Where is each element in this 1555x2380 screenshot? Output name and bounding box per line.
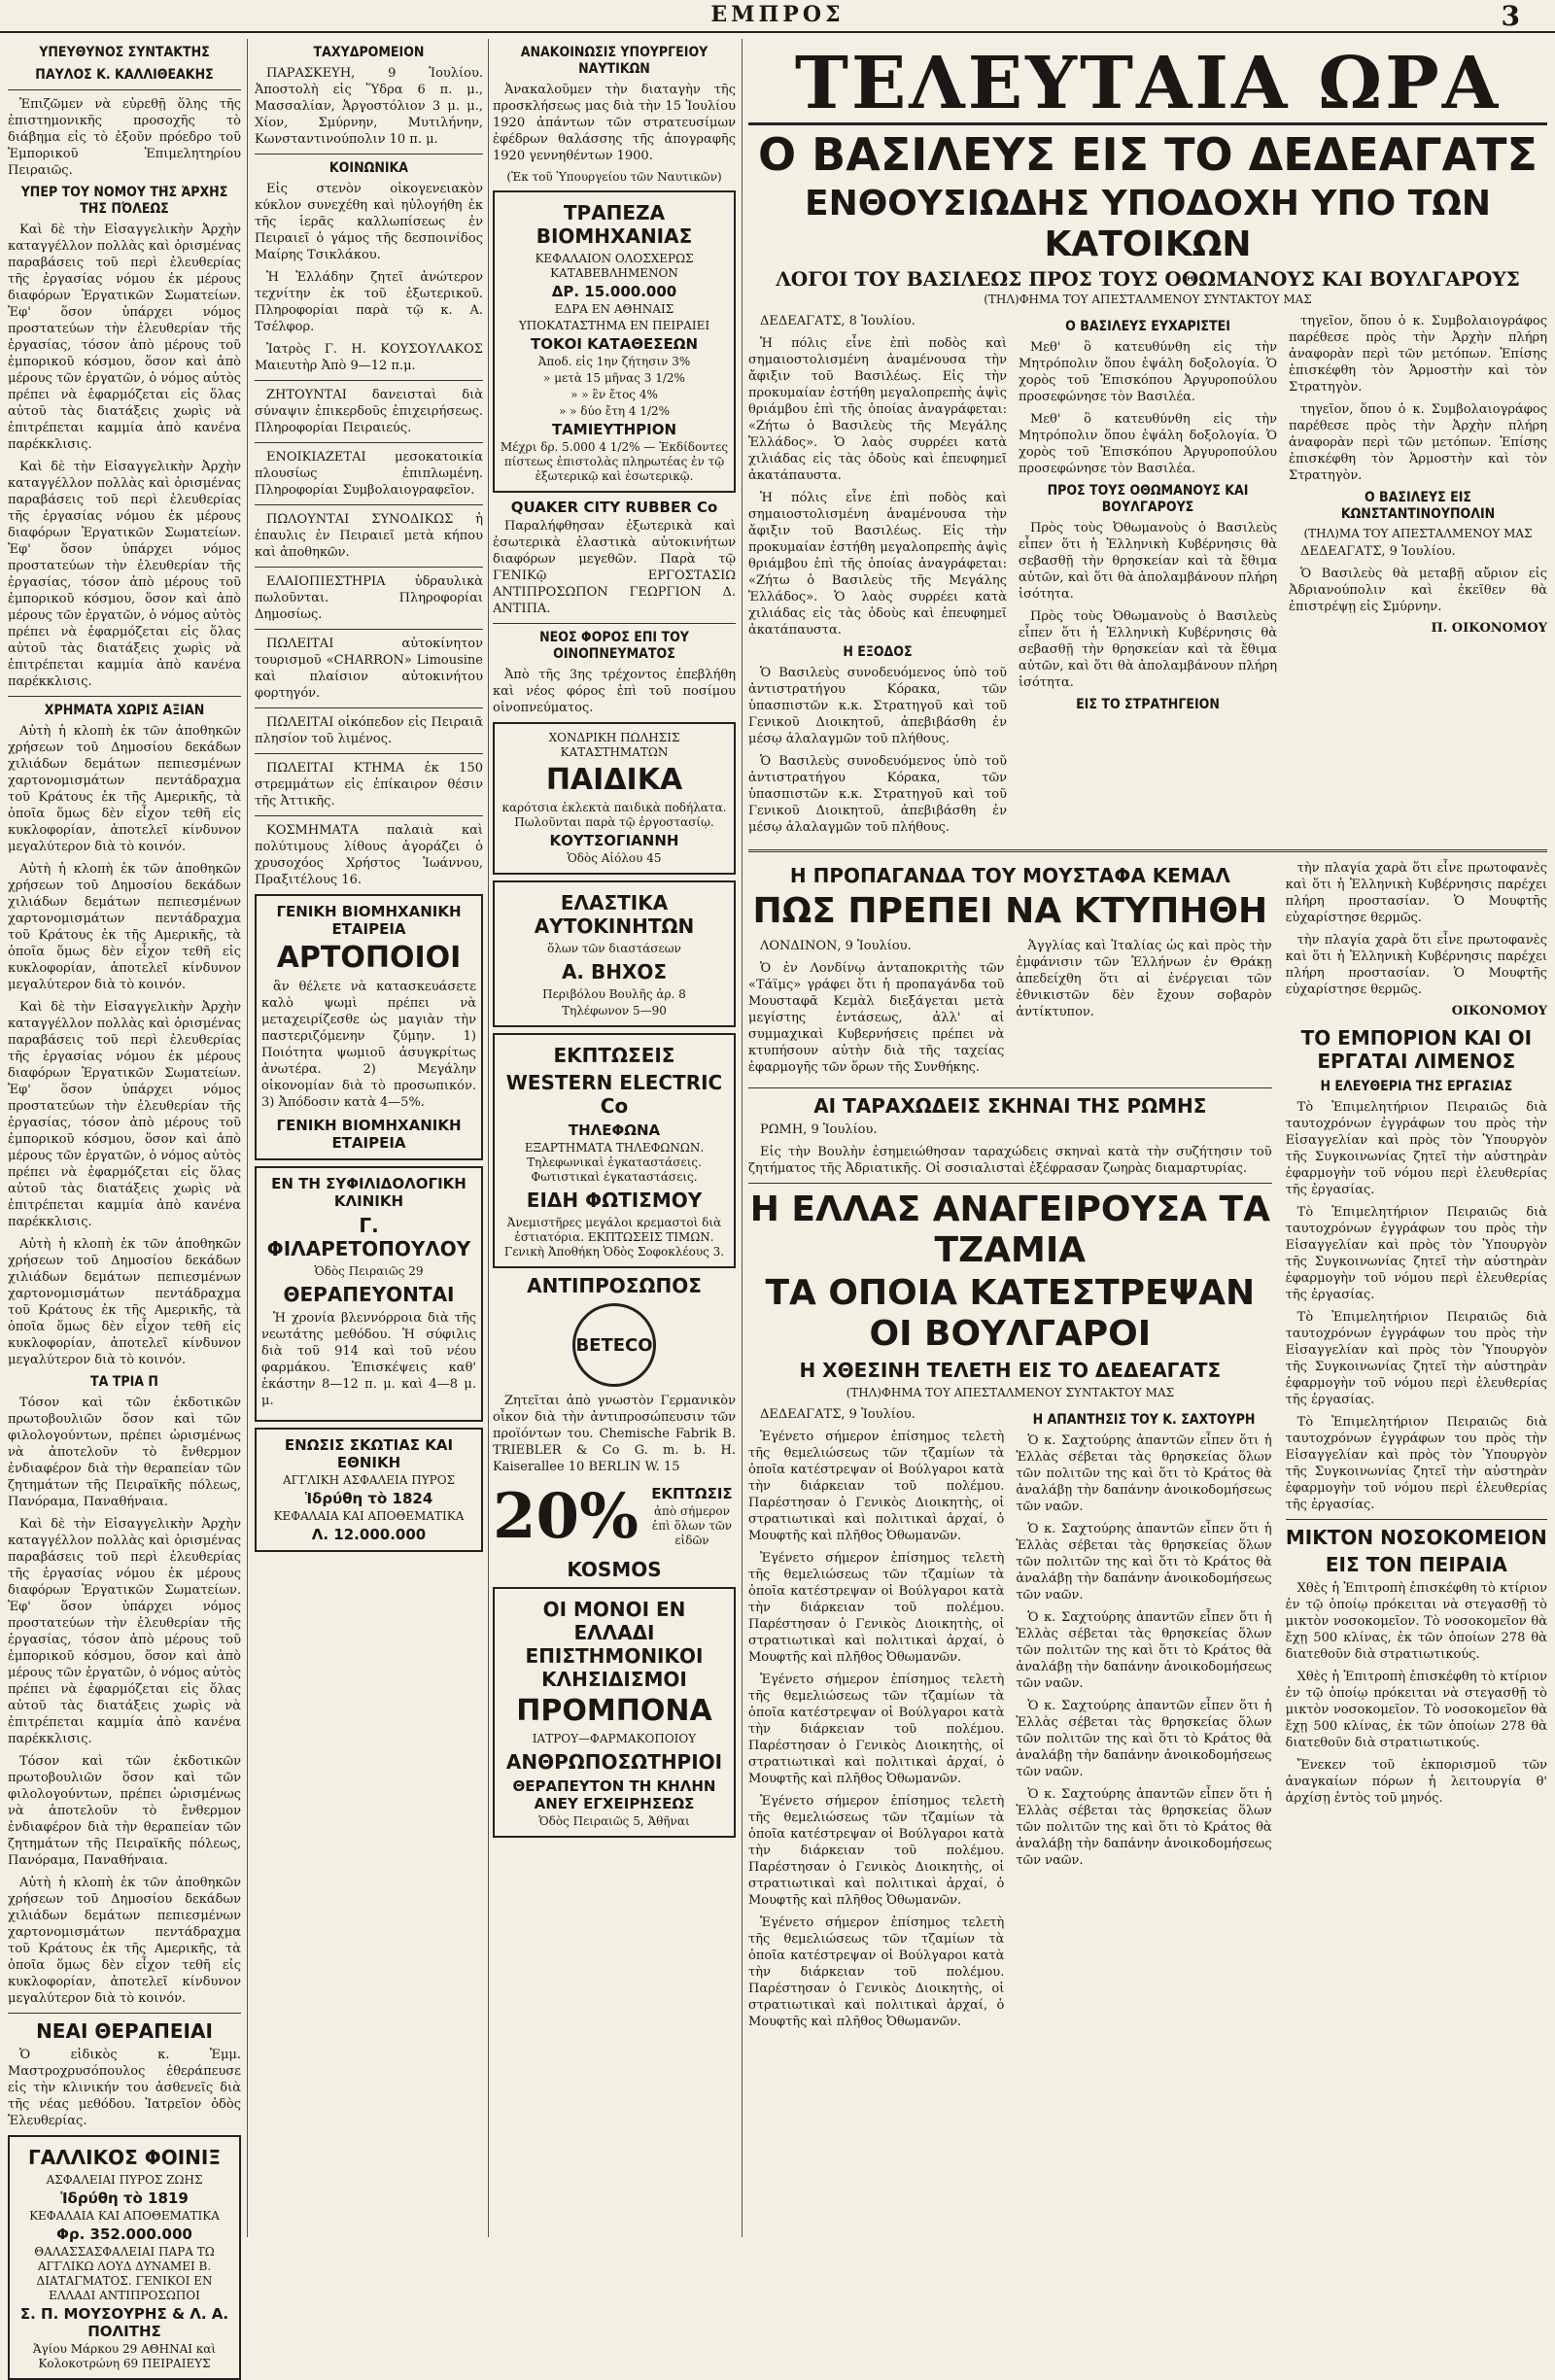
section-body: Εἰς στενὸν οἰκογενειακὸν κύκλον συνεχέθη καὶ ηὐλογήθη ἐκ τῆς ἱερᾶς καλλωπίσεως ἐν Πειραιεῖ ὁ γάμος τῆς δεσποινίδος Μαίρης Τσικλάκου. [255, 182, 483, 262]
section-title: ΤΑΧΥΔΡΟΜΕΙΟΝ [313, 45, 425, 60]
divider [255, 504, 483, 505]
ad-address: Ὁδὸς Πειραιῶς 29 [314, 1264, 424, 1278]
notice: ΚΟΣΜΗΜΑΤΑ παλαιὰ καὶ πολύτιμους λίθους ἀγοράζει ὁ χρυσοχόος Χρήστος Ἰωάννου, Πραξιτέλους 16. [255, 823, 483, 887]
divider [255, 629, 483, 630]
page-number: 3 [1501, 0, 1520, 32]
ad-discount: ΕΚΠΤΩΣΕΙΣ [553, 1044, 675, 1067]
article-title: ΠΩΣ ΠΡΕΠΕΙ ΝΑ ΚΤΥΠΗΘΗ [752, 891, 1268, 931]
article-body: Ὁ κ. Σαχτούρης ἀπαντῶν εἶπεν ὅτι ἡ Ἑλλὰς σέβεται τὰς θρησκείας ὅλων τῶν πολιτῶν της καὶ ὅτι τὸ Κράτος θὰ ἀναλάβῃ τὴν δαπάνην ἀνοικοδομήσεως τῶν ναῶν. [1016, 1699, 1272, 1779]
divider [748, 1183, 1272, 1184]
ad-name: ΑΝΘΡΩΠΟΣΩΤΗΡΙΟΙ [505, 1750, 723, 1774]
ad-promona [493, 1587, 736, 1838]
ad-capital-label: ΚΕΦΑΛΑΙΑ ΚΑΙ ΑΠΟΘΕΜΑΤΙΚΑ [29, 2209, 220, 2223]
article-title: ΤΑ ΟΠΟΙΑ ΚΑΤΕΣΤΡΕΨΑΝ ΟΙ ΒΟΥΛΓΑΡΟΙ [765, 1273, 1256, 1354]
masthead [0, 0, 1555, 33]
ad-address: Ἁγίου Μάρκου 29 ΑΘΗΝΑΙ καὶ Κολοκοτρώνη 69 ΠΕΙΡΑΙΕΥΣ [32, 2342, 217, 2370]
ad-title: ΟΙ ΜΟΝΟΙ ΕΝ ΕΛΛΑΔΙ ΕΠΙΣΤΗΜΟΝΙΚΟΙ ΚΛΗΣΙΔΙΣΜΟΙ [525, 1598, 704, 1691]
ad-title: ΑΡΤΟΠΟΙΟΙ [276, 941, 462, 975]
ad-capital: Λ. 12.000.000 [311, 1526, 427, 1543]
ad-brand: Α. ΒΗΧΟΣ [561, 960, 668, 983]
notice: ΠΩΛΕΙΤΑΙ ΚΤΗΜΑ ἐκ 150 στρεμμάτων εἰς ἐπίκαιρον θέσιν τῆς Ἀττικῆς. [255, 761, 483, 809]
ad-address: Περιβόλου Βουλῆς ἀρ. 8 [542, 987, 686, 1001]
ad-interest-row: » μετὰ 15 μῆνας 3 1/2% [543, 371, 685, 385]
divider [255, 753, 483, 754]
ad-title: ΠΑΙΔΙΚΑ [545, 763, 683, 797]
article-subtitle: Ο ΒΑΣΙΛΕΥΣ ΕΥΧΑΡΙΣΤΕΙ [1065, 319, 1230, 334]
article-title: ΝΕΑΙ ΘΕΡΑΠΕΙΑΙ [36, 2019, 213, 2043]
divider [1286, 1519, 1547, 1520]
divider [748, 849, 1547, 852]
lower-section [748, 860, 1547, 2036]
ad-address: Ὁδὸς Αἰόλου 45 [567, 851, 662, 865]
article-body: Ἔνεκεν τοῦ ἐκπορισμοῦ τῶν ἀναγκαίων πόρων ἡ λειτουργία θ' ἀρχίσῃ ἐντὸς τοῦ μηνός. [1285, 1758, 1547, 1806]
column-3 [493, 39, 736, 2237]
wire-credit: (ΤΗΛ)ΦΗΜΑ ΤΟΥ ΑΠΕΣΤΑΛΜΕΝΟΥ ΣΥΝΤΑΚΤΟΥ ΜΑΣ [846, 1386, 1175, 1399]
column-1 [8, 39, 241, 2370]
article-dateline: ΔΕΔΕΑΓΑΤΣ, 9 Ἰουλίου. [760, 1407, 916, 1422]
ad-capital-label: ΚΕΦΑΛΑΙΑ ΚΑΙ ΑΠΟΘΕΜΑΤΙΚΑ [273, 1509, 465, 1523]
ad-address: ΕΔΡΑ ΕΝ ΑΘΗΝΑΙΣ [554, 302, 674, 316]
article-subtitle: Ο ΒΑΣΙΛΕΥΣ ΕΙΣ ΚΩΝΣΤΑΝΤΙΝΟΥΠΟΛΙΝ [1340, 490, 1496, 522]
article-body: Αὐτὴ ἡ κλοπὴ ἐκ τῶν ἀποθηκῶν χρήσεων τοῦ Δημοσίου δεκάδων χιλιάδων δεμάτων πεπιεσμένων χαρτονομισμάτων πεντάδραχμα τοῦ Κράτους ἐκ τῆς Αμερικῆς, τὰ ὁποῖα ὅμως δὲν εἶχον τεθῆ εἰς κυκλοφορίαν, ἀποτελεῖ κίνδυνον μεγαλύτερον διὰ τὸ κοινόν. [8, 1237, 241, 1367]
article-title: Η ΧΘΕΣΙΝΗ ΤΕΛΕΤΗ ΕΙΣ ΤΟ ΔΕΔΕΑΓΑΤΣ [799, 1359, 1222, 1382]
ad-clinic [255, 1166, 483, 1422]
article-body: Χθὲς ἡ Ἐπιτροπὴ ἐπισκέφθη τὸ κτίριον ἐν τῷ ὁποίῳ πρόκειται νὰ στεγασθῇ τὸ μικτὸν νοσοκομεῖον. Τὸ νοσοκομεῖον θὰ ἔχῃ 500 κλίνας, ἐκ τῶν ὁποίων 278 θὰ διατεθοῦν διὰ στρατιωτικούς. [1285, 1670, 1547, 1750]
editor-name: ΠΑΥΛΟΣ Κ. ΚΑΛΛΙΘΕΑΚΗΣ [35, 67, 214, 83]
article-body: Καὶ δὲ τὴν Εἰσαγγελικὴν Ἀρχὴν καταγγέλλον πολλὰς καὶ ὁρισμένας παραβάσεις τοῦ περὶ ἐλευθερίας τῆς ἐργασίας νόμου ἐκ μέρους διαφόρων Ἐργατικῶν Σωματείων. Ἐφ' ὅσον ὑπάρχει νόμος προστατεύων τὴν ἐλευθερίαν τῆς ἐργασίας, τόσον ἀπὸ μέρους τοῦ ἐμπορικοῦ κόσμου, ὅσον καὶ ἀπὸ μέρους τῶν ἐργατῶν, ὁ νόμος αὐτὸς πρέπει νὰ ἐφαρμόζεται εἰς ὅλας αὐτοῦ τὰς διατάξεις χωρὶς νὰ ἐπιτρέπεται καμμία ἀπὸ κανένα παρέκκλισις. [8, 1517, 241, 1746]
headline-welcome: ΕΝΘΟΥΣΙΩΔΗΣ ΥΠΟΔΟΧΗ ΥΠΟ ΤΩΝ ΚΑΤΟΙΚΩΝ [804, 184, 1491, 264]
ad-subtitle: ΤΗΛΕΦΩΝΑ [568, 1121, 661, 1139]
ad-title: ΕΝΩΣΙΣ ΣΚΩΤΙΑΣ ΚΑΙ ΕΘΝΙΚΗ [284, 1436, 454, 1471]
ad-title: ΓΑΛΛΙΚΟΣ ΦΟΙΝΙΞ [27, 2146, 221, 2169]
section-title: ΝΕΟΣ ΦΟΡΟΣ ΕΠΙ ΤΟΥ ΟΙΝΟΠΝΕΥΜΑΤΟΣ [539, 630, 689, 662]
ad-capital: Φρ. 352.000.000 [56, 2225, 192, 2243]
lower-main [748, 860, 1272, 2036]
divider [255, 815, 483, 816]
column-divider [488, 39, 489, 2237]
ad-founded: Ἱδρύθη τὸ 1819 [60, 2190, 189, 2207]
article-title: ΑΙ ΤΑΡΑΧΩΔΕΙΣ ΣΚΗΝΑΙ ΤΗΣ ΡΩΜΗΣ [813, 1094, 1207, 1118]
ad-brand: ΚΟΥΤΣΟΓΙΑΝΝΗ [549, 832, 679, 849]
article-body: Αὐτὴ ἡ κλοπὴ ἐκ τῶν ἀποθηκῶν χρήσεων τοῦ Δημοσίου δεκάδων χιλιάδων δεμάτων πεπιεσμένων χαρτονομισμάτων πεντάδραχμα τοῦ Κράτους ἐκ τῆς Αμερικῆς, τὰ ὁποῖα ὅμως δὲν εἶχον τεθῆ εἰς κυκλοφορίαν, ἀποτελεῖ κίνδυνον μεγαλύτερον διὰ τὸ κοινόν. [8, 1876, 241, 2006]
notice: Ἰατρὸς Γ. Η. ΚΟΥΣΟΥΛΑΚΟΣ Μαιευτὴρ Ἀπὸ 9—12 π.μ. [255, 342, 483, 373]
article-body: Ἡ πόλις εἶνε ἐπὶ ποδὸς καὶ σημαιοστολισμένη ἀναμένουσα τὴν ἄφιξιν τοῦ Βασιλέως. Εἰς τὴν προκυμαίαν ἐστήθη μεγαλοπρεπὴς ἁψὶς θριάμβου ἐπὶ τῆς ὁποίας ἀναγράφεται: «Ζήτω ὁ Βασιλεὺς τῆς Μεγάλης Ἑλλάδος». Ὁ λαὸς συρρέει κατὰ χιλιάδας εἰς τὰς ὁδοὺς καὶ ἐπευφημεῖ ἀκατάπαυστα. [748, 336, 1007, 483]
article-column [1016, 938, 1271, 1082]
article-body: τηγεῖον, ὅπου ὁ κ. Συμβολαιογράφος παρέθεσε πρὸς τὴν Ἀρχὴν πλήρη ἀναφορὰν περὶ τῶν μετόπων. Ἐπίσης ἐπισκέφθη τὸν Ἁρμοστὴν καὶ τὸν Στρατηγὸν. [1289, 314, 1547, 395]
article-body: Ὁ ἐν Λονδίνῳ ἀνταποκριτὴς τῶν «Τάϊμς» γράφει ὅτι ἡ προπαγάνδα τοῦ Μουσταφᾶ Κεμὰλ διεξάγεται μετὰ μεγίστης ἐντάσεως, ἀλλ' αἱ συμμαχικαὶ Κυβερνήσεις πρέπει νὰ κτυπήσουν αὐτὴν διὰ τῆς ταχείας ἐφαρμογῆς τῶν ὅρων τῆς Συνθήκης. [748, 961, 1005, 1075]
ad-body: καρότσια ἐκλεκτὰ παιδικὰ ποδήλατα. Πωλοῦνται παρὰ τῷ ἐργοστασίῳ. [501, 801, 727, 829]
article-body: Ὁ κ. Σαχτούρης ἀπαντῶν εἶπεν ὅτι ἡ Ἑλλὰς σέβεται τὰς θρησκείας ὅλων τῶν πολιτῶν της καὶ ὅτι τὸ Κράτος θὰ ἀναλάβῃ τὴν δαπάνην ἀνοικοδομήσεως τῶν ναῶν. [1016, 1433, 1272, 1514]
ad-title: QUAKER CITY RUBBER Co [510, 499, 718, 516]
article-body: Πρὸς τοὺς Ὀθωμανοὺς ὁ Βασιλεὺς εἶπεν ὅτι ἡ Ἑλληνικὴ Κυβέρνησις θὰ σεβασθῇ τὴν θρησκείαν καὶ τὰ ἔθιμα αὐτῶν, καὶ ὅτι θὰ ἀπολαμβάνουν πλήρη ἰσότητα. [1019, 609, 1277, 690]
ad-bank [493, 190, 736, 493]
article-dateline: ΔΕΔΕΑΓΑΤΣ, 8 Ἰουλίου. [760, 314, 916, 328]
ad-address: Ὁδὸς Πειραιῶς 5, Ἀθῆναι [538, 1814, 690, 1828]
ad-scottish [255, 1428, 483, 1552]
ad-kosmos [493, 1479, 736, 1553]
ad-title: ΕΛΑΣΤΙΚΑ ΑΥΤΟΚΙΝΗΤΩΝ [534, 891, 695, 938]
column-4 [748, 39, 1547, 2237]
ad-phone: Τηλέφωνον 5—90 [562, 1004, 667, 1018]
ad-doctor: Γ. ΦΙΛΑΡΕΤΟΠΟΥΛΟΥ [266, 1214, 471, 1260]
wire-credit: (ΤΗΛ)ΦΗΜΑ ΤΟΥ ΑΠΕΣΤΑΛΜΕΝΟΥ ΣΥΝΤΑΚΤΟΥ ΜΑΣ [984, 293, 1312, 306]
ad-title: ΤΡΑΠΕΖΑ ΒΙΟΜΗΧΑΝΙΑΣ [536, 201, 693, 248]
column-divider [247, 39, 248, 2237]
ad-note: ΘΑΛΑΣΣΑΣΦΑΛΕΙΑΙ ΠΑΡΑ ΤΩ ΑΓΓΛΙΚΩ ΛΟΥΔ ΔΥΝΑΜΕΙ Β. ΔΙΑΤΑΓΜΑΤΟΣ. ΓΕΝΙΚΟΙ ΕΝ ΕΛΛΑΔΙ ΑΝΤΙΠΡΟΣΩΠΟΙ [34, 2245, 215, 2302]
article-body: Ὁ κ. Σαχτούρης ἀπαντῶν εἶπεν ὅτι ἡ Ἑλλὰς σέβεται τὰς θρησκείας ὅλων τῶν πολιτῶν της καὶ ὅτι τὸ Κράτος θὰ ἀναλάβῃ τὴν δαπάνην ἀνοικοδομήσεως τῶν ναῶν. [1016, 1610, 1272, 1691]
ad-body: Παραλήφθησαν ἐξωτερικὰ καὶ ἐσωτερικὰ ἐλαστικὰ αὐτοκινήτων διαφόρων μεγεθῶν. Παρὰ τῷ ΓΕΝΙΚῷ ΕΡΓΟΣΤΑΣΙΩ ΑΝΤΙΠΡΟΣΩΠΟΝ ΓΕΩΡΓΙΟΝ Δ. ΑΝΤΙΠΑ. [493, 519, 736, 616]
ad-subtitle: ΑΣΦΑΛΕΙΑΙ ΠΥΡΟΣ ΖΩΗΣ [46, 2173, 203, 2187]
article-body: Μεθ' ὃ κατευθύνθη εἰς τὴν Μητρόπολιν ὅπου ἐψάλη δοξολογία. Ὁ χορὸς τοῦ Ἐπισκόπου Ἀργυροπούλου προσεφώνησε τὸν Βασιλέα. [1019, 412, 1277, 476]
wire-credit: (ΤΗΛ)ΜΑ ΤΟΥ ΑΠΕΣΤΑΛΜΕΝΟΥ ΜΑΣ [1303, 527, 1533, 540]
article-body: τὴν πλαγία χαρὰ ὅτι εἶνε πρωτοφανὲς καὶ ὅτι ἡ Ἑλληνικὴ Κυβέρνησις παρέχει πλήρη προστασίαν. Ὁ Μουφτῆς εὐχαρίστησε θερμῶς. [1285, 861, 1547, 925]
ad-interest-row: Ἀποδ. εἰς 1ην ζήτησιν 3% [537, 355, 691, 368]
ad-brand: KOSMOS [567, 1558, 662, 1581]
ad-tires [493, 880, 736, 1027]
article-subtitle: ΕΙΣ ΤΟ ΣΤΡΑΤΗΓΕΙΟΝ [1076, 697, 1220, 712]
ad-body: ΕΞΑΡΤΗΜΑΤΑ ΤΗΛΕΦΩΝΩΝ. Τηλεφωνικαὶ ἐγκαταστάσεις. Φωτιστικαὶ ἐγκαταστάσεις. [524, 1141, 705, 1184]
discount-label: ΕΚΠΤΩΣΙΣ [651, 1485, 733, 1502]
article-body: Πρὸς τοὺς Ὀθωμανοὺς ὁ Βασιλεὺς εἶπεν ὅτι ἡ Ἑλληνικὴ Κυβέρνησις θὰ σεβασθῇ τὴν θρησκείαν καὶ τὰ ἔθιμα αὐτῶν, καὶ ὅτι θὰ ἀπολαμβάνουν πλήρη ἰσότητα. [1019, 521, 1277, 602]
ad-founded: Ἱδρύθη τὸ 1824 [304, 1490, 433, 1507]
section-signature: (Ἐκ τοῦ Ὑπουργείου τῶν Ναυτικῶν) [506, 170, 722, 184]
ad-agents: Σ. Π. ΜΟΥΣΟΥΡΗΣ & Λ. Α. ΠΟΛΙΤΗΣ [19, 2305, 229, 2340]
section-title: ΚΟΙΝΩΝΙΚΑ [328, 160, 409, 176]
article-body: Καὶ δὲ τὴν Εἰσαγγελικὴν Ἀρχὴν καταγγέλλον πολλὰς καὶ ὁρισμένας παραβάσεις τοῦ περὶ ἐλευθερίας τῆς ἐργασίας νόμου ἐκ μέρους διαφόρων Ἐργατικῶν Σωματείων. Ἐφ' ὅσον ὑπάρχει νόμος προστατεύων τὴν ἐλευθερίαν τῆς ἐργασίας, τόσον ἀπὸ μέρους τοῦ ἐμπορικοῦ κόσμου, ὅσον καὶ ἀπὸ μέρους τῶν ἐργατῶν, ὁ νόμος αὐτὸς πρέπει νὰ ἐφαρμόζεται εἰς ὅλας αὐτοῦ τὰς διατάξεις χωρὶς νὰ ἐπιτρέπεται καμμία ἀπὸ κανένα παρέκκλισις. [8, 223, 241, 452]
section-body: Ἀπὸ τῆς 3ης τρέχοντος ἐπεβλήθη καὶ νέος φόρος ἐπὶ τοῦ ποσίμου οἰνοπνεύματος. [493, 668, 736, 715]
article-title: ΧΡΗΜΑΤΑ ΧΩΡΙΣ ΑΞΙΑΝ [44, 703, 205, 718]
ad-light: ΕΙΔΗ ΦΩΤΙΣΜΟΥ [526, 1189, 703, 1212]
article-columns [748, 938, 1272, 1082]
article-column [1019, 313, 1277, 842]
article-body: Ὁ κ. Σαχτούρης ἀπαντῶν εἶπεν ὅτι ἡ Ἑλλὰς σέβεται τὰς θρησκείας ὅλων τῶν πολιτῶν της καὶ ὅτι τὸ Κράτος θὰ ἀναλάβῃ τὴν δαπάνην ἀνοικοδομήσεως τῶν ναῶν. [1016, 1787, 1272, 1868]
article-body: Εἰς τὴν Βουλὴν ἐσημειώθησαν ταραχώδεις σκηναὶ κατὰ τὴν συζήτησιν τοῦ ζητήματος τῆς Ἀδριατικῆς. Οἱ σοσιαλισταὶ ἐξέφρασαν ζωηρὰς διαμαρτυρίας. [748, 1145, 1272, 1176]
ad-note: ΘΕΡΑΠΕΥΤΟΝ ΤΗ ΚΗΛΗΝ ΑΝΕΥ ΕΓΧΕΙΡΗΣΕΩΣ [512, 1777, 716, 1812]
article-body: Αὐτὴ ἡ κλοπὴ ἐκ τῶν ἀποθηκῶν χρήσεων τοῦ Δημοσίου δεκάδων χιλιάδων δεμάτων πεπιεσμένων χαρτονομισμάτων πεντάδραχμα τοῦ Κράτους ἐκ τῆς Αμερικῆς, τὰ ὁποῖα ὅμως δὲν εἶχον τεθῆ εἰς κυκλοφορίαν, ἀποτελεῖ κίνδυνον μεγαλύτερον διὰ τὸ κοινόν. [8, 724, 241, 854]
divider [255, 567, 483, 568]
ad-title: ΑΝΤΙΠΡΟΣΩΠΟΣ [527, 1274, 702, 1297]
article-body: Ἐγένετο σήμερον ἐπίσημος τελετὴ τῆς θεμελιώσεως τῶν τζαμίων τὰ ὁποῖα κατέστρεψαν οἱ Βούλγαροι κατὰ τὴν διάρκειαν τοῦ πολέμου. Παρέστησαν ὁ Γενικὸς Διοικητὴς, οἱ στρατιωτικαὶ καὶ πολιτικαὶ ἀρχαί, ὁ Μουφτῆς καὶ πλῆθος Ὀθωμανῶν. [748, 1430, 1005, 1543]
main-headline: ΤΕΛΕΥΤΑΙΑ ΩΡΑ [748, 45, 1547, 125]
lower-side [1286, 860, 1547, 2036]
article-column [748, 1406, 1004, 2036]
article-body: Ἐγένετο σήμερον ἐπίσημος τελετὴ τῆς θεμελιώσεως τῶν τζαμίων τὰ ὁποῖα κατέστρεψαν οἱ Βούλγαροι κατὰ τὴν διάρκειαν τοῦ πολέμου. Παρέστησαν ὁ Γενικὸς Διοικητὴς, οἱ στρατιωτικαὶ καὶ πολιτικαὶ ἀρχαί, ὁ Μουφτῆς καὶ πλῆθος Ὀθωμανῶν. [748, 1551, 1005, 1665]
article-title: Η ΠΡΟΠΑΓΑΝΔΑ ΤΟΥ ΜΟΥΣΤΑΦΑ ΚΕΜΑΛ [789, 864, 1230, 887]
ad-subtitle: ΙΑΤΡΟΥ—ΦΑΡΜΑΚΟΠΟΙΟΥ [532, 1732, 697, 1745]
ad-subtitle: ὅλων τῶν διαστάσεων [547, 942, 681, 955]
article-subtitle: Η ΕΛΕΥΘΕΡΙΑ ΤΗΣ ΕΡΓΑΣΙΑΣ [1320, 1079, 1513, 1094]
ad-header: ΧΟΝΔΡΙΚΗ ΠΩΛΗΣΙΣ ΚΑΤΑΣΤΗΜΑΤΩΝ [548, 731, 680, 759]
article-body: Τὸ Ἐπιμελητήριον Πειραιῶς διὰ ταυτοχρόνων ἐγγράφων του πρὸς τὴν Εἰσαγγελίαν καὶ πρὸς τὸν Ὑπουργὸν τῆς Συγκοινωνίας ζητεῖ τὴν αὐστηρὰν ἐφαρμογὴν τοῦ νόμου περὶ ἐλευθερίας τῆς ἐργασίας. [1285, 1205, 1547, 1302]
ad-phoenix [8, 2135, 241, 2380]
beteco-logo-text: BETECO [575, 1334, 653, 1356]
ad-cure: ΘΕΡΑΠΕΥΟΝΤΑΙ [283, 1283, 455, 1306]
section-title: ΑΝΑΚΟΙΝΩΣΙΣ ΥΠΟΥΡΓΕΙΟΥ ΝΑΥΤΙΚΩΝ [520, 45, 708, 77]
article-column [748, 938, 1004, 1082]
intro-text: Ἐπιζῶμεν νὰ εὑρεθῇ ὅλης τῆς ἐπιστημονικῆς προσοχῆς τὸ διάβημα εἰς τὸ ἐξοῦν πρόεδρο τοῦ Ἐμπορικοῦ Ἐπιμελητηρίου Πειραιῶς. [8, 97, 241, 178]
article-title: Η ΕΛΛΑΣ ΑΝΑΓΕΙΡΟΥΣΑ ΤΑ ΤΖΑΜΙΑ [749, 1190, 1270, 1270]
article-body: Ὁ Βασιλεὺς συνοδευόμενος ὑπὸ τοῦ ἀντιστρατήγου Κόρακα, τῶν ὑπασπιστῶν κ.κ. Στρατηγοῦ καὶ τοῦ Γενικοῦ Διοικητοῦ, ἀπεβιβάσθη ἐν μέσῳ ἀλαλαγμῶν τοῦ πλήθους. [748, 666, 1007, 746]
article-column [748, 313, 1007, 842]
newspaper-name: ΕΜΠΡΟΣ [710, 2, 845, 27]
article-body: Ὁ εἰδικὸς κ. Ἐμμ. Μαστροχρυσόπουλος ἐθεράπευσε εἰς τὴν κλινικήν του ἀσθενεῖς διὰ τῆς νέας μεθόδου. Ἰατρεῖον ὁδὸς Ἐλευθερίας. [8, 2048, 241, 2128]
notice: ΕΝΟΙΚΙΑΖΕΤΑΙ μεσοκατοικία πλουσίως ἐπιπλωμένη. Πληροφορίαι Συμβολαιογραφεῖον. [255, 450, 483, 498]
ad-note: Ἀνεμιστῆρες μεγάλοι κρεμαστοὶ διὰ ἑστιατόρια. ΕΚΠΤΩΣΕΙΣ ΤΙΜΩΝ. Γενικὴ Ἀποθήκη Ὁδὸς Σοφοκλέους 3. [503, 1216, 725, 1259]
article-body: Ὁ Βασιλεὺς συνοδευόμενος ὑπὸ τοῦ ἀντιστρατήγου Κόρακα, τῶν ὑπασπιστῶν κ.κ. Στρατηγοῦ καὶ τοῦ Γενικοῦ Διοικητοῦ, ἀπεβιβάσθη ἐν μέσῳ ἀλαλαγμῶν τοῦ πλήθους. [748, 754, 1007, 835]
article-body: τηγεῖον, ὅπου ὁ κ. Συμβολαιογράφος παρέθεσε πρὸς τὴν Ἀρχὴν πλήρη ἀναφορὰν περὶ τῶν μετόπων. Ἐπίσης ἐπισκέφθη τὸν Ἁρμοστὴν καὶ τὸν Στρατηγὸν. [1289, 402, 1547, 483]
notice: ΠΩΛΕΙΤΑΙ αὐτοκίνητον τουρισμοῦ «CHARRON» Limousine καὶ πλαίσιον αὐτοκινήτου φορτηγόν. [255, 637, 483, 701]
divider [255, 442, 483, 443]
section-body: Ἀνακαλοῦμεν τὴν διαταγὴν τῆς προσκλήσεως μας διὰ τὴν 15 Ἰουλίου 1920 ἀπάντων τῶν στρατευσίμων ἐφέδρων θαλάσσης τῆς ἀπογραφῆς 1920 γεννηθέντων 1900. [493, 83, 736, 163]
article-body: Αὐτὴ ἡ κλοπὴ ἐκ τῶν ἀποθηκῶν χρήσεων τοῦ Δημοσίου δεκάδων χιλιάδων δεμάτων πεπιεσμένων χαρτονομισμάτων πεντάδραχμα τοῦ Κράτους ἐκ τῆς Αμερικῆς, τὰ ὁποῖα ὅμως δὲν εἶχον τεθῆ εἰς κυκλοφορίαν, ἀποτελεῖ κίνδυνον μεγαλύτερον διὰ τὸ κοινόν. [8, 862, 241, 992]
divider [255, 707, 483, 708]
ad-header: ΓΕΝΙΚΗ ΒΙΟΜΗΧΑΝΙΚΗ ΕΤΑΙΡΕΙΑ [276, 903, 462, 938]
article-title: ΤΑ ΤΡΙΑ Π [90, 1374, 158, 1390]
headline-speech: ΛΟΓΟΙ ΤΟΥ ΒΑΣΙΛΕΩΣ ΠΡΟΣ ΤΟΥΣ ΟΘΩΜΑΝΟΥΣ ΚΑΙ ΒΟΥΛΓΑΡΟΥΣ [776, 267, 1520, 291]
article-signature: ΟΙΚΟΝΟΜΟΥ [1451, 1004, 1547, 1018]
divider [748, 1087, 1272, 1088]
article-body: Ὁ κ. Σαχτούρης ἀπαντῶν εἶπεν ὅτι ἡ Ἑλλὰς σέβεται τὰς θρησκείας ὅλων τῶν πολιτῶν της καὶ ὅτι τὸ Κράτος θὰ ἀναλάβῃ τὴν δαπάνην ἀνοικοδομήσεως τῶν ναῶν. [1016, 1522, 1272, 1603]
article-dateline: ΔΕΔΕΑΓΑΤΣ, 9 Ἰουλίου. [1300, 544, 1456, 559]
ad-branch: ΥΠΟΚΑΤΑΣΤΗΜΑ ΕΝ ΠΕΙΡΑΙΕΙ [518, 319, 710, 332]
discount-body: ἀπὸ σήμερον ἐπὶ ὅλων τῶν εἰδῶν [651, 1504, 733, 1547]
article-dateline: ΡΩΜΗ, 9 Ἰουλίου. [760, 1122, 878, 1137]
article-subtitle: ΠΡΟΣ ΤΟΥΣ ΟΘΩΜΑΝΟΥΣ ΚΑΙ ΒΟΥΛΓΑΡΟΥΣ [1047, 483, 1249, 515]
ad-capital: ΔΡ. 15.000.000 [551, 283, 677, 300]
column-2 [255, 39, 483, 2237]
article-body: Ἀγγλίας καὶ Ἰταλίας ὡς καὶ πρὸς τὴν ἐμφάνισιν τῶν Ἑλλήνων ἐν Θράκῃ ἀπεδείχθη ὅτι αἱ ἐνέργειαι τῶν ἐθνικιστῶν δὲν ἔχουν σοβαρὸν ἀντίκτυπον. [1016, 939, 1272, 1019]
article-body: Τὸ Ἐπιμελητήριον Πειραιῶς διὰ ταυτοχρόνων ἐγγράφων του πρὸς τὴν Εἰσαγγελίαν καὶ πρὸς τὸν Ὑπουργὸν τῆς Συγκοινωνίας ζητεῖ τὴν αὐστηρὰν ἐφαρμογὴν τοῦ νόμου περὶ ἐλευθερίας τῆς ἐργασίας. [1285, 1415, 1547, 1512]
article-title: ΥΠΕΡ ΤΟΥ ΝΟΜΟΥ ΤΗ͂Σ ἈΡΧΗ͂Σ ΤΗ͂Σ ΠΌΛΕΩΣ [20, 185, 228, 217]
article-columns [748, 1406, 1272, 2036]
article-body: Καὶ δὲ τὴν Εἰσαγγελικὴν Ἀρχὴν καταγγέλλον πολλὰς καὶ ὁρισμένας παραβάσεις τοῦ περὶ ἐλευθερίας τῆς ἐργασίας νόμου ἐκ μέρους διαφόρων Ἐργατικῶν Σωματείων. Ἐφ' ὅσον ὑπάρχει νόμος προστατεύων τὴν ἐλευθερίαν τῆς ἐργασίας, τόσον ἀπὸ μέρους τοῦ ἐμπορικοῦ κόσμου, ὅσον καὶ ἀπὸ μέρους τῶν ἐργατῶν, ὁ νόμος αὐτὸς πρέπει νὰ ἐφαρμόζεται εἰς ὅλας αὐτοῦ τὰς διατάξεις χωρὶς νὰ ἐπιτρέπεται καμμία ἀπὸ κανένα παρέκκλισις. [8, 460, 241, 689]
column-divider [742, 39, 743, 2237]
notice: ΕΛΑΙΟΠΙΕΣΤΗΡΙΑ ὑδραυλικὰ πωλοῦνται. Πληροφορίαι Δημοσίως. [255, 574, 483, 622]
divider [8, 89, 241, 90]
ad-interest-title: ΤΟΚΟΙ ΚΑΤΑΘΕΣΕΩΝ [530, 335, 699, 353]
king-article [748, 313, 1547, 842]
article-body: Τόσον καὶ τῶν ἐκδοτικῶν πρωτοβουλιῶν ὅσον καὶ τῶν φιλολογούντων, πρέπει ὡρισμένως νὰ ἀποτελοῦν τὸ ἔνθερμον ἐνδιαφέρον διὰ τὴν θεραπείαν τῶν ζητημάτων τῆς Πειραϊκῆς πόλεως, Πανόραμα, Παναθήναια. [8, 1396, 241, 1509]
article-subtitle: Η ΕΞΟΔΟΣ [843, 644, 913, 660]
ad-toys [493, 722, 736, 875]
ad-savings-title: ΤΑΜΙΕΥΤΗΡΙΟΝ [551, 421, 677, 438]
ad-title: WESTERN ELECTRIC Co [505, 1071, 723, 1118]
ad-subtitle: ΑΓΓΛΙΚΗ ΑΣΦΑΛΕΙΑ ΠΥΡΟΣ [282, 1473, 456, 1487]
section-body: ΠΑΡΑΣΚΕΥΗ, 9 Ἰουλίου. Ἀποστολὴ εἰς Ὕδρα 6 π. μ., Μασσαλίαν, Ἀργοστόλιον 3 μ. μ., Χίον, Σμύρνην, Μυτιλήνην, Κωνσταντινούπολιν 10 π. μ. [255, 66, 483, 147]
discount-value: 20% [493, 1479, 639, 1553]
article-body: τὴν πλαγία χαρὰ ὅτι εἶνε πρωτοφανὲς καὶ ὅτι ἡ Ἑλληνικὴ Κυβέρνησις παρέχει πλήρη προστασίαν. Ὁ Μουφτῆς εὐχαρίστησε θερμῶς. [1285, 933, 1547, 997]
ad-western-electric [493, 1033, 736, 1268]
ad-body: Ζητεῖται ἀπὸ γνωστὸν Γερμανικὸν οἶκον διὰ τὴν ἀντιπροσώπευσιν τῶν προϊόντων του. Chemische Fabrik B. TRIEBLER & Co G. m. b. H. Kaiserallee 10 BERLIN W. 15 [493, 1394, 736, 1474]
ad-body: Ἡ χρονία βλεννόρροια διὰ τῆς νεωτάτης μεθόδου. Ἡ σύφιλις διὰ τοῦ 914 καὶ τοῦ νέου φαρμάκου. Ἐπισκέψεις καθ' ἑκάστην 8—12 π. μ. καὶ 4—8 μ. μ. [261, 1311, 476, 1408]
editor-header: ΥΠΕΥΘΥΝΟΣ ΣΥΝΤΑΚΤΗΣ [39, 45, 210, 60]
ad-capital-label: ΚΕΦΑΛΑΙΟΝ ΟΛΟΣΧΕΡΩΣ ΚΑΤΑΒΕΒΛΗΜΕΝΟΝ [535, 252, 694, 280]
ad-interest-row: » » ἓν ἔτος 4% [570, 388, 658, 401]
article-title: ΕΙΣ ΤΟΝ ΠΕΙΡΑΙΑ [1325, 1553, 1507, 1576]
article-body: Μεθ' ὃ κατευθύνθη εἰς τὴν Μητρόπολιν ὅπου ἐψάλη δοξολογία. Ὁ χορὸς τοῦ Ἐπισκόπου Ἀργυροπούλου προσεφώνησε τὸν Βασιλέα. [1019, 340, 1277, 404]
notice: ΖΗΤΟΥΝΤΑΙ δανεισταὶ διὰ σύναψιν ἐπικερδοῦς ἐπιχειρήσεως. Πληροφορίαι Πειραιεύς. [255, 388, 483, 435]
article-body: Ἐγένετο σήμερον ἐπίσημος τελετὴ τῆς θεμελιώσεως τῶν τζαμίων τὰ ὁποῖα κατέστρεψαν οἱ Βούλγαροι κατὰ τὴν διάρκειαν τοῦ πολέμου. Παρέστησαν ὁ Γενικὸς Διοικητὴς, οἱ στρατιωτικαὶ καὶ πολιτικαὶ ἀρχαί, ὁ Μουφτῆς καὶ πλῆθος Ὀθωμανῶν. [748, 1794, 1005, 1908]
article-body: Χθὲς ἡ Ἐπιτροπὴ ἐπισκέφθη τὸ κτίριον ἐν τῷ ὁποίῳ πρόκειται νὰ στεγασθῇ τὸ μικτὸν νοσοκομεῖον. Τὸ νοσοκομεῖον θὰ ἔχῃ 500 κλίνας, ἐκ τῶν ὁποίων 278 θὰ διατεθοῦν διὰ στρατιωτικούς. [1285, 1581, 1547, 1662]
divider [8, 2013, 241, 2014]
divider [255, 154, 483, 155]
ad-body: ἂν θέλετε νὰ κατασκευάσετε καλὸ ψωμὶ πρέπει νὰ μεταχειρίζεσθε ὡς μαγιὰν τὴν παστεριζόμενην ζύμην. 1) Ποιότητα ψωμιοῦ ἀσυγκρίτως ἀνωτέρα. 2) Μεγάλην οἰκονομίαν διὰ τὸ προσωπικόν. 3) Ἀπόδοσιν κατὰ 4—5%. [261, 980, 476, 1110]
article-column [1016, 1406, 1271, 2036]
notice: ΠΩΛΕΙΤΑΙ οἰκόπεδον εἰς Πειραιᾶ πλησίον τοῦ λιμένος. [255, 715, 483, 746]
article-subtitle: Η ΑΠΑΝΤΗΣΙΣ ΤΟΥ Κ. ΣΑΧΤΟΥΡΗ [1032, 1412, 1256, 1428]
notice: Ἡ Ἑλλάδην ζητεῖ ἀνώτερον τεχνίτην ἐκ τοῦ ἐξωτερικοῦ. Πληροφορίαι παρὰ τῷ κ. Α. Τσέλφορ. [255, 270, 483, 334]
article-body: Ἡ πόλις εἶνε ἐπὶ ποδὸς καὶ σημαιοστολισμένη ἀναμένουσα τὴν ἄφιξιν τοῦ Βασιλέως. Εἰς τὴν προκυμαίαν ἐστήθη μεγαλοπρεπὴς ἁψὶς θριάμβου ἐπὶ τῆς ὁποίας ἀναγράφεται: «Ζήτω ὁ Βασιλεὺς τῆς Μεγάλης Ἑλλάδος». Ὁ λαὸς συρρέει κατὰ χιλιάδας εἰς τὰς ὁδοὺς καὶ ἐπευφημεῖ ἀκατάπαυστα. [748, 491, 1007, 638]
ad-bakers [255, 894, 483, 1160]
article-column [1289, 313, 1547, 842]
headline-king: Ο ΒΑΣΙΛΕΥΣ ΕΙΣ ΤΟ ΔΕΔΕΑΓΑΤΣ [758, 128, 1538, 181]
article-body: Ἐγένετο σήμερον ἐπίσημος τελετὴ τῆς θεμελιώσεως τῶν τζαμίων τὰ ὁποῖα κατέστρεψαν οἱ Βούλγαροι κατὰ τὴν διάρκειαν τοῦ πολέμου. Παρέστησαν ὁ Γενικὸς Διοικητὴς, οἱ στρατιωτικαὶ καὶ πολιτικαὶ ἀρχαί, ὁ Μουφτῆς καὶ πλῆθος Ὀθωμανῶν. [748, 1915, 1005, 2029]
ad-brand: ΠΡΟΜΠΟΝΑ [516, 1694, 712, 1728]
ad-footer: ΓΕΝΙΚΗ ΒΙΟΜΗΧΑΝΙΚΗ ΕΤΑΙΡΕΙΑ [276, 1117, 462, 1152]
article-body: Καὶ δὲ τὴν Εἰσαγγελικὴν Ἀρχὴν καταγγέλλον πολλὰς καὶ ὁρισμένας παραβάσεις τοῦ περὶ ἐλευθερίας τῆς ἐργασίας νόμου ἐκ μέρους διαφόρων Ἐργατικῶν Σωματείων. Ἐφ' ὅσον ὑπάρχει νόμος προστατεύων τὴν ἐλευθερίαν τῆς ἐργασίας, τόσον ἀπὸ μέρους τοῦ ἐμπορικοῦ κόσμου, ὅσον καὶ ἀπὸ μέρους τῶν ἐργατῶν, ὁ νόμος αὐτὸς πρέπει νὰ ἐφαρμόζεται εἰς ὅλας αὐτοῦ τὰς διατάξεις χωρὶς νὰ ἐπιτρέπεται καμμία ἀπὸ κανένα παρέκκλισις. [8, 1000, 241, 1229]
article-body: Τὸ Ἐπιμελητήριον Πειραιῶς διὰ ταυτοχρόνων ἐγγράφων του πρὸς τὴν Εἰσαγγελίαν καὶ πρὸς τὸν Ὑπουργὸν τῆς Συγκοινωνίας ζητεῖ τὴν αὐστηρὰν ἐφαρμογὴν τοῦ νόμου περὶ ἐλευθερίας τῆς ἐργασίας. [1285, 1310, 1547, 1407]
article-body: Τὸ Ἐπιμελητήριον Πειραιῶς διὰ ταυτοχρόνων ἐγγράφων του πρὸς τὴν Εἰσαγγελίαν καὶ πρὸς τὸν Ὑπουργὸν τῆς Συγκοινωνίας ζητεῖ τὴν αὐστηρὰν ἐφαρμογὴν τοῦ νόμου περὶ ἐλευθερίας τῆς ἐργασίας. [1285, 1100, 1547, 1197]
notice: ΠΩΛΟΥΝΤΑΙ ΣΥΝΟΔΙΚΩΣ ἡ ἐπαυλις ἐν Πειραιεῖ μετὰ κήπου καὶ ἀποθηκῶν. [255, 512, 483, 560]
article-dateline: ΛΟΝΔΙΝΟΝ, 9 Ἰουλίου. [760, 939, 912, 953]
article-body: Ἐγένετο σήμερον ἐπίσημος τελετὴ τῆς θεμελιώσεως τῶν τζαμίων τὰ ὁποῖα κατέστρεψαν οἱ Βούλγαροι κατὰ τὴν διάρκειαν τοῦ πολέμου. Παρέστησαν ὁ Γενικὸς Διοικητὴς, οἱ στρατιωτικαὶ καὶ πολιτικαὶ ἀρχαί, ὁ Μουφτῆς καὶ πλῆθος Ὀθωμανῶν. [748, 1673, 1005, 1786]
article-title: ΤΟ ΕΜΠΟΡΙΟΝ ΚΑΙ ΟΙ ΕΡΓΑΤΑΙ ΛΙΜΕΝΟΣ [1300, 1026, 1533, 1073]
ad-savings-body: Μέχρι δρ. 5.000 4 1/2% — Ἐκδίδοντες πίστεως ἐπιστολὰς πληρωτέας ἐν τῷ ἐξωτερικῷ καὶ ἐσωτερικῷ. [500, 440, 729, 483]
article-signature: Π. ΟΙΚΟΝΟΜΟΥ [1431, 621, 1547, 636]
article-body: Τόσον καὶ τῶν ἐκδοτικῶν πρωτοβουλιῶν ὅσον καὶ τῶν φιλολογούντων, πρέπει ὡρισμένως νὰ ἀποτελοῦν τὸ ἔνθερμον ἐνδιαφέρον διὰ τὴν θεραπείαν τῶν ζητημάτων τῆς Πειραϊκῆς πόλεως, Πανόραμα, Παναθήναια. [8, 1754, 241, 1868]
beteco-logo [572, 1303, 656, 1387]
divider [8, 696, 241, 697]
divider [493, 623, 736, 624]
ad-header: ΕΝ ΤΗ ΣΥΦΙΛΙΔΟΛΟΓΙΚΗ ΚΛΙΝΙΚΗ [271, 1175, 466, 1210]
article-body: Ὁ Βασιλεὺς θὰ μεταβῇ αὔριον εἰς Ἀδριανούπολιν καὶ ἐκεῖθεν θὰ ἐπιστρέψῃ εἰς Σμύρνην. [1289, 567, 1547, 614]
article-title: ΜΙΚΤΟΝ ΝΟΣΟΚΟΜΕΙΟΝ [1285, 1526, 1547, 1549]
divider [255, 380, 483, 381]
ad-interest-row: » » δύο ἔτη 4 1/2% [558, 404, 671, 418]
